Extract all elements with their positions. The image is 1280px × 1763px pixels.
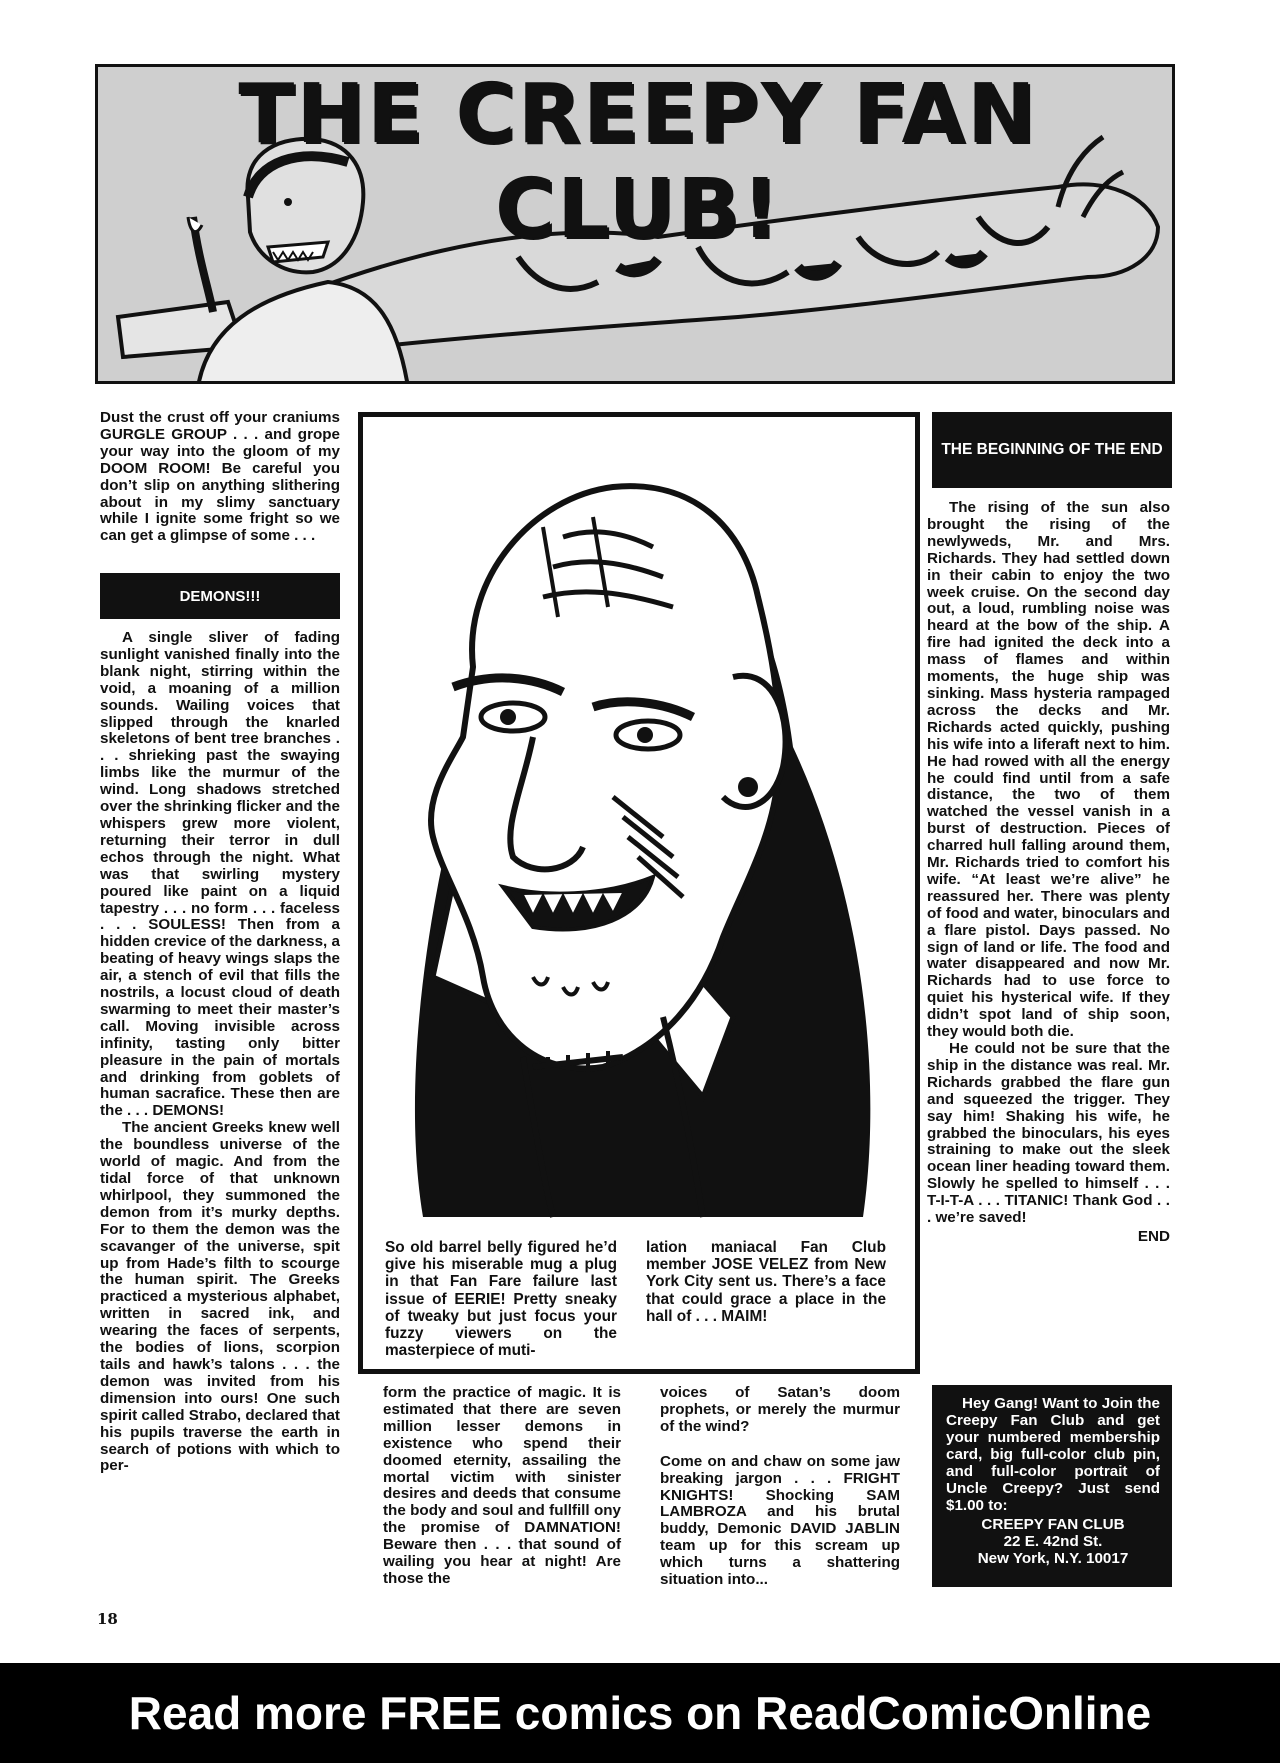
story-paragraph: A single sliver of fading sunlight vanished finally into the blank night, stirring within the void, a moaning of a million sounds. Wailing voices that slipped through the knarled skeletons of bent tree branches . . . shrieking past the swaying limbs like the murmur of the wind. Long shadows stretched over the shrinking flicker and the whispers grew more violent, returning their terror in dull echos through the night. What was that swirling mystery poured like paint on a liquid tapestry . . . no form . . . faceless . . . SOULESS! Then from a hidden crevice of the darkness, a beating of heavy wings slaps the air, a stench of evil that fills the nostrils, a locust cloud of death swarming to meet their master’s call. Moving invisible across infinity, tasting only bitter pleasure in the pain of mortals and drinking from goblets of human sacrafice. These then are the . . . DEMONS! bbox=[100, 629, 340, 1120]
intro-paragraph: Dust the crust off your craniums GURGLE GROUP . . . and grope your way into the gloom of my DOOM ROOM! Be careful you don’t slip on anything slithering about in my slimy sanctuary while I ignite some fright so we can get a glimpse of some . . . bbox=[100, 409, 340, 545]
club-address-line2: 22 E. 42nd St. bbox=[1003, 1533, 1103, 1550]
section-heading-beginning: THE BEGINNING OF THE END bbox=[932, 412, 1172, 488]
fan-art-illustration bbox=[358, 412, 920, 1374]
demons-story-end bbox=[660, 1385, 900, 1589]
caption-right: lation maniacal Fan Club member JOSE VELEZ from New York City sent us. There’s a face that could grace a place in the hall of . . . MAIM! bbox=[646, 1239, 886, 1325]
page-title: THE CREEPY FAN CLUB! bbox=[238, 67, 1038, 257]
caption-left: So old barrel belly figured he’d give his miserable mug a plug in that Fan Fare failure last issue of EERIE! Pretty sneaky of tweaky but just focus your fuzzy viewers on the masterpiece of muti- bbox=[385, 1239, 617, 1360]
footer-promo-text: Read more FREE comics on ReadComicOnline bbox=[128, 1687, 1152, 1739]
footer-banner[interactable] bbox=[0, 1663, 1280, 1763]
club-address-line3: New York, N.Y. 10017 bbox=[977, 1550, 1129, 1567]
story-paragraph: voices of Satan’s doom prophets, or merely the murmur of the wind? bbox=[660, 1384, 900, 1435]
page-number: 18 bbox=[97, 1610, 118, 1628]
club-address-line1: CREEPY FAN CLUB bbox=[981, 1516, 1125, 1533]
monster-portrait bbox=[363, 417, 915, 1369]
section-heading-demons: DEMONS!!! bbox=[100, 573, 340, 619]
intro-text bbox=[100, 410, 340, 545]
beginning-story bbox=[927, 500, 1170, 1246]
story-paragraph: form the practice of magic. It is estimated that there are seven million lesser demons in existence who spend their doomed eternity, assailing the mortal victim with sinister desires and deeds that consume the body and soul and fullfill ony the promise of DAMNATION! Beware then . . . that sound of wailing you hear at night! Are those the bbox=[383, 1384, 621, 1587]
demons-story-continued bbox=[383, 1385, 621, 1588]
fan-club-offer-box bbox=[932, 1385, 1172, 1587]
club-pitch: Hey Gang! Want to Join the Creepy Fan Club and get your numbered membership card, big full-color club pin, and full-color portrait of Uncle Creepy? Just send $1.00 to: bbox=[946, 1395, 1160, 1514]
title-banner bbox=[95, 64, 1175, 384]
story-paragraph: The rising of the sun also brought the rising of the newlyweds, Mr. and Mrs. Richards. They had settled down in their cabin to enjoy the two week cruise. On the second day out, a loud, rumbling noise was heard at the bow of the ship. A fire had ignited the deck into a mass of flames and within moments, the huge ship was sinking. Mass hysteria rampaged across the decks and Mr. Richards acted quickly, pushing his wife into a liferaft next to him. He had rowed with all the energy he could find until from a safe distance, the two of them watched the vessel vanish in a burst of destruction. Pieces of charred hull falling around them, Mr. Richards tried to comfort his wife. “At least we’re alive” he reassured her. There was plenty of food and water, binoculars and a flare pistol. Days passed. No sign of land or life. The food and water disappeared and now Mr. Richards had to use force to quiet his hysterical wife. If they didn’t spot land of ship soon, they would both die. bbox=[927, 499, 1170, 1041]
story-paragraph: He could not be sure that the ship in the distance was real. Mr. Richards grabbed the flare gun and squeezed the trigger. They say him! Shaking his wife, he grabbed the binoculars, his eyes straining to make out the sleek ocean liner heading toward them. Slowly he spelled to himself . . . T-I-T-A . . . TITANIC! Thank God . . . we’re saved! bbox=[927, 1040, 1170, 1227]
end-label: END bbox=[1137, 1227, 1170, 1245]
demons-story bbox=[100, 630, 340, 1475]
story-paragraph: The ancient Greeks knew well the boundless universe of the world of magic. And from the tidal force of that unknown whirlpool, they summoned the demon from it’s murky depths. For to them the demon was the scavanger of the universe, spit up from Hade’s filth to scourge the human spirit. The Greeks practiced a mysterious alphabet, written in sacred ink, and wearing the faces of serpents, the bodies of lions, scorpion tails and hawk’s talons . . . the demon was invited from his dimension into ours! One such spirit called Strabo, declared that his pupils traverse the earth in search of potions with which to per- bbox=[100, 1119, 340, 1475]
next-issue-teaser: Come on and chaw on some jaw breaking jargon . . . FRIGHT KNIGHTS! Shocking SAM LAMBROZA and his brutal buddy, Demonic DAVID JABLIN team up for this scream up which turns a shattering situation into... bbox=[660, 1452, 900, 1589]
